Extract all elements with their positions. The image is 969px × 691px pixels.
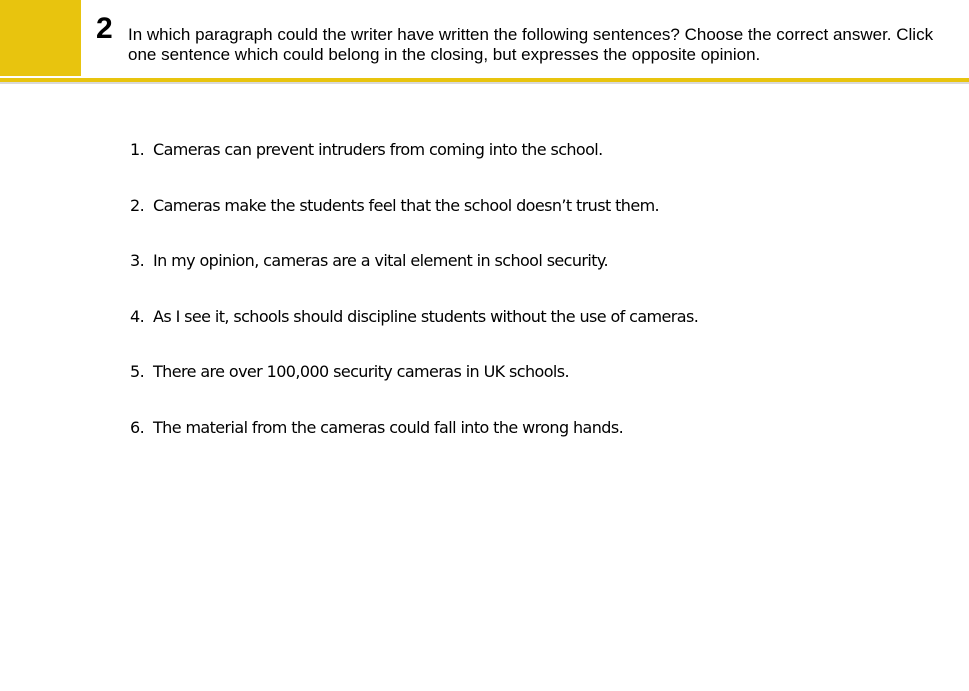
sentence-number: 3.	[130, 251, 145, 271]
sentence-text: In my opinion, cameras are a vital element in school security.	[153, 251, 608, 271]
sentence-text: There are over 100,000 security cameras in UK schools.	[153, 362, 569, 382]
sentence-number: 2.	[130, 195, 145, 215]
sentence-option-4[interactable]	[130, 305, 698, 361]
sentence-text: Cameras make the students feel that the school doesn’t trust them.	[153, 195, 660, 215]
sentence-text: The material from the cameras could fall into the wrong hands.	[153, 417, 624, 437]
sentence-option-1[interactable]	[130, 138, 698, 194]
header-accent-block	[0, 0, 81, 76]
sentence-option-5[interactable]	[130, 360, 698, 416]
question-instructions: In which paragraph could the writer have written the following sentences? Choose the correct answer. Click one sentence which could belong in the closing, but expresses the opposite opinion.	[128, 25, 934, 64]
question-number: 2	[96, 12, 113, 45]
sentence-number: 6.	[130, 417, 145, 437]
sentence-number: 1.	[130, 140, 145, 159]
header-divider-shadow	[0, 82, 969, 84]
question-header	[0, 0, 969, 84]
sentence-number: 4.	[130, 306, 145, 326]
sentence-option-3[interactable]	[130, 249, 698, 305]
sentence-list	[130, 138, 698, 472]
sentence-text: As I see it, schools should discipline students without the use of cameras.	[153, 306, 699, 326]
sentence-number: 5.	[130, 362, 145, 382]
sentence-option-2[interactable]	[130, 194, 698, 250]
sentence-text: Cameras can prevent intruders from coming into the school.	[153, 140, 603, 159]
sentence-option-6[interactable]	[130, 416, 698, 472]
